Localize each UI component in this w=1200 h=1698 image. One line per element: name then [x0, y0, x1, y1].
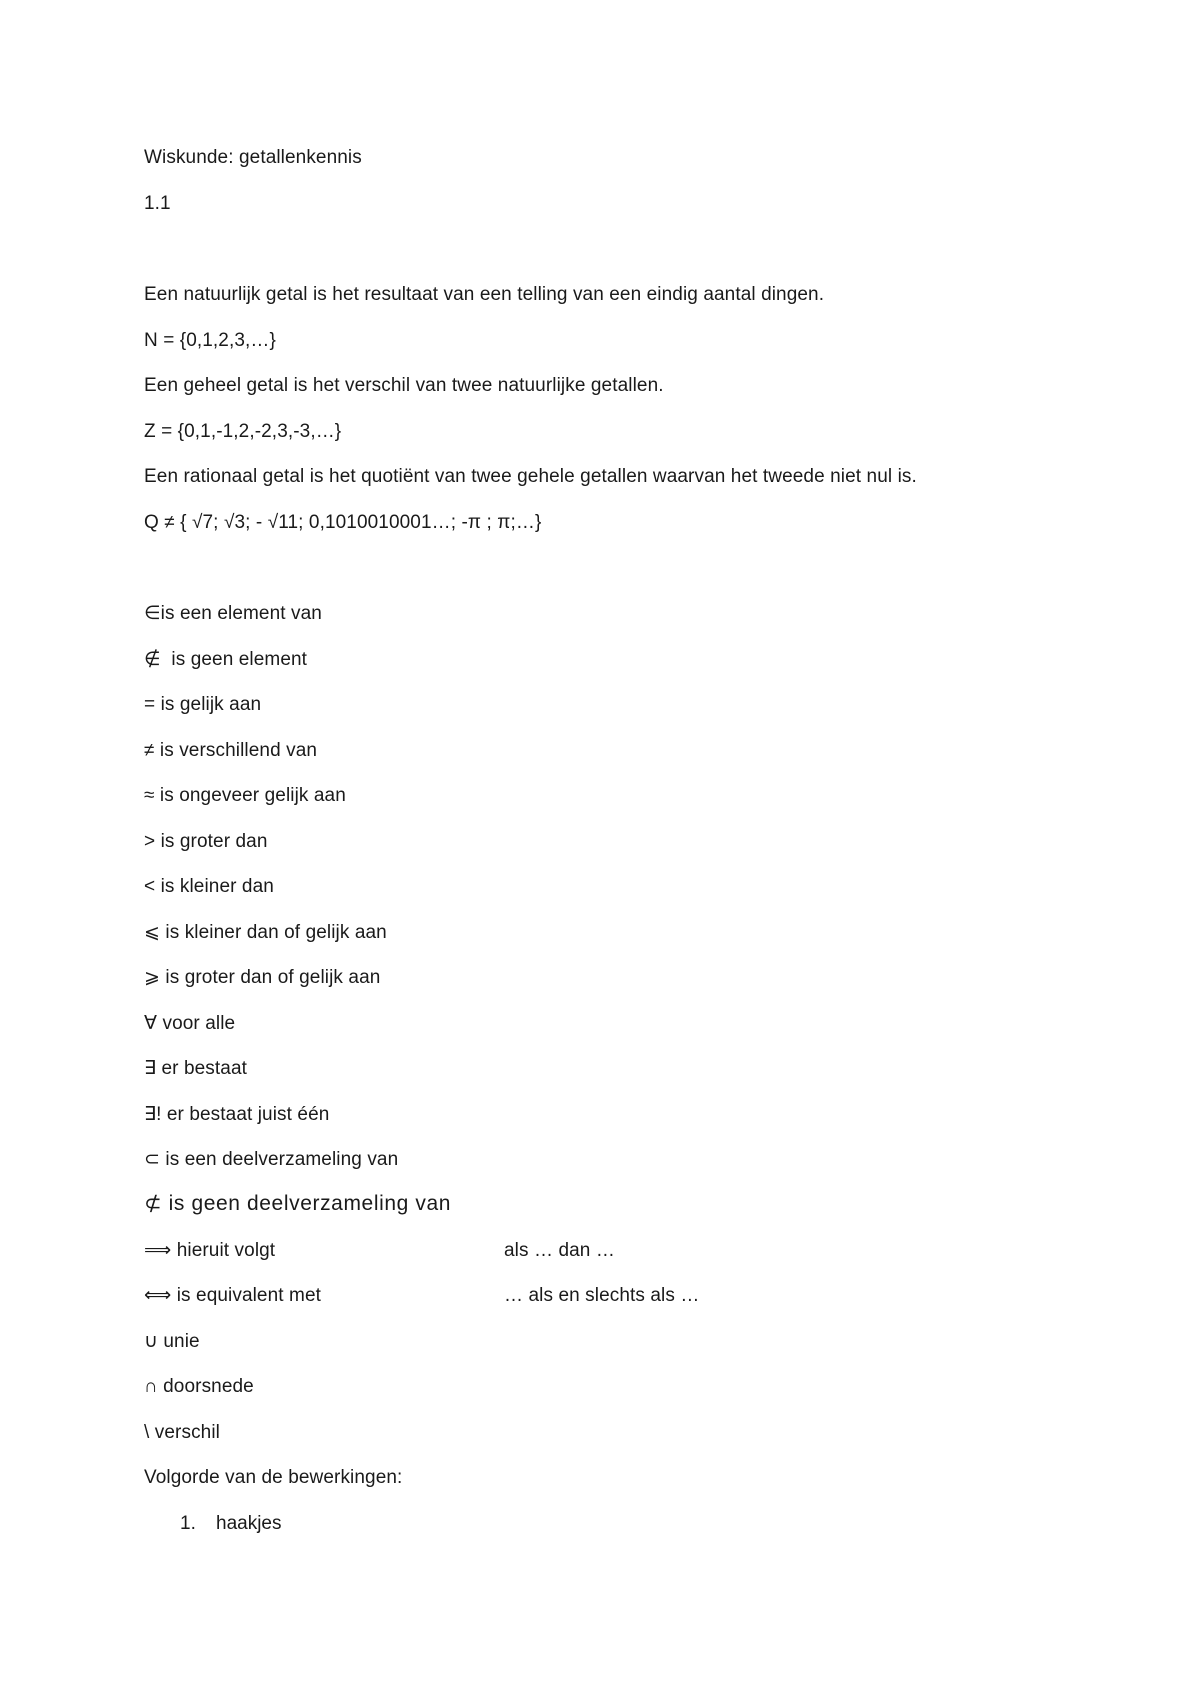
- intersection-symbol: ∩: [144, 1376, 158, 1397]
- greater-than-symbol: >: [144, 831, 156, 852]
- symbol-meaning: is gelijk aan: [155, 694, 262, 715]
- for-all-symbol: ∀: [144, 1013, 158, 1034]
- symbol-row: [144, 648, 307, 672]
- symbol-reading: als … dan …: [504, 1240, 615, 1261]
- symbol-meaning: is een element van: [160, 603, 322, 624]
- symbol-row: [144, 1012, 235, 1036]
- symbol-meaning: doorsnede: [157, 1376, 254, 1397]
- list-number: 1.: [180, 1513, 196, 1534]
- equivalent-symbol: ⟺: [144, 1285, 172, 1306]
- not-element-of-symbol: ∉: [144, 649, 161, 670]
- symbol-row: [144, 1375, 254, 1399]
- symbol-meaning: unie: [158, 1331, 200, 1352]
- symbol-meaning: er bestaat juist één: [161, 1104, 330, 1125]
- symbol-row: [144, 1192, 451, 1216]
- symbol-row: [144, 739, 317, 763]
- list-item: haakjes: [216, 1513, 282, 1534]
- symbol-reading: … als en slechts als …: [504, 1285, 700, 1306]
- symbol-meaning: is equivalent met: [171, 1285, 321, 1306]
- symbol-meaning: is groter dan: [155, 831, 268, 852]
- symbol-meaning: is groter dan of gelijk aan: [160, 967, 381, 988]
- symbol-row: [144, 1239, 1044, 1263]
- subset-symbol: ⊂: [144, 1149, 161, 1170]
- definition-integer: Een geheel getal is het verschil van twee natuurlijke getallen.: [144, 375, 664, 396]
- equals-symbol: =: [144, 694, 156, 715]
- definition-rational: Een rationaal getal is het quotiënt van twee gehele getallen waarvan het tweede niet nul is.: [144, 466, 917, 487]
- order-heading: Volgorde van de bewerkingen:: [144, 1467, 403, 1488]
- exists-unique-symbol: ∃!: [144, 1104, 162, 1125]
- section-number: 1.1: [144, 193, 171, 214]
- symbol-row: [144, 1284, 1044, 1308]
- symbol-meaning: er bestaat: [156, 1058, 247, 1079]
- set-z: Z = {0,1,-1,2,-2,3,-3,…}: [144, 421, 342, 442]
- exists-symbol: ∃: [144, 1058, 157, 1079]
- symbol-row: [144, 1057, 247, 1081]
- approx-symbol: ≈: [144, 785, 155, 806]
- set-q: Q ≠ { √7; √3; - √11; 0,1010010001…; -π ; π;…}: [144, 512, 542, 533]
- element-of-symbol: ∈: [144, 603, 161, 624]
- symbol-meaning: is geen deelverzameling van: [162, 1192, 451, 1215]
- symbol-row: [144, 875, 274, 899]
- less-than-symbol: <: [144, 876, 156, 897]
- symbol-meaning: is een deelverzameling van: [160, 1149, 399, 1170]
- symbol-meaning: hieruit volgt: [171, 1240, 276, 1261]
- document-title: Wiskunde: getallenkennis: [144, 147, 362, 168]
- not-subset-symbol: ⊄: [144, 1192, 163, 1215]
- implies-symbol: ⟹: [144, 1240, 172, 1261]
- symbol-row: [144, 1103, 329, 1127]
- less-equal-symbol: ⩽: [144, 922, 161, 943]
- definition-natural: Een natuurlijk getal is het resultaat van een telling van een eindig aantal dingen.: [144, 284, 825, 305]
- symbol-row: [144, 966, 380, 990]
- symbol-meaning: is kleiner dan of gelijk aan: [160, 922, 387, 943]
- symbol-meaning: is ongeveer gelijk aan: [154, 785, 346, 806]
- symbol-meaning: is kleiner dan: [155, 876, 274, 897]
- symbol-row: [144, 1421, 220, 1445]
- symbol-row: [144, 602, 322, 626]
- symbol-row: [144, 693, 261, 717]
- greater-equal-symbol: ⩾: [144, 967, 161, 988]
- symbol-row: [144, 830, 268, 854]
- difference-symbol: \: [144, 1422, 150, 1443]
- symbol-row: [144, 1330, 200, 1354]
- symbol-meaning: is geen element: [160, 649, 308, 670]
- symbol-row: [144, 921, 387, 945]
- set-n: N = {0,1,2,3,…}: [144, 330, 276, 351]
- symbol-meaning: verschil: [149, 1422, 220, 1443]
- not-equal-symbol: ≠: [144, 740, 155, 761]
- union-symbol: ∪: [144, 1331, 159, 1352]
- symbol-meaning: voor alle: [157, 1013, 236, 1034]
- symbol-row: [144, 1148, 398, 1172]
- symbol-meaning: is verschillend van: [154, 740, 318, 761]
- symbol-row: [144, 784, 346, 808]
